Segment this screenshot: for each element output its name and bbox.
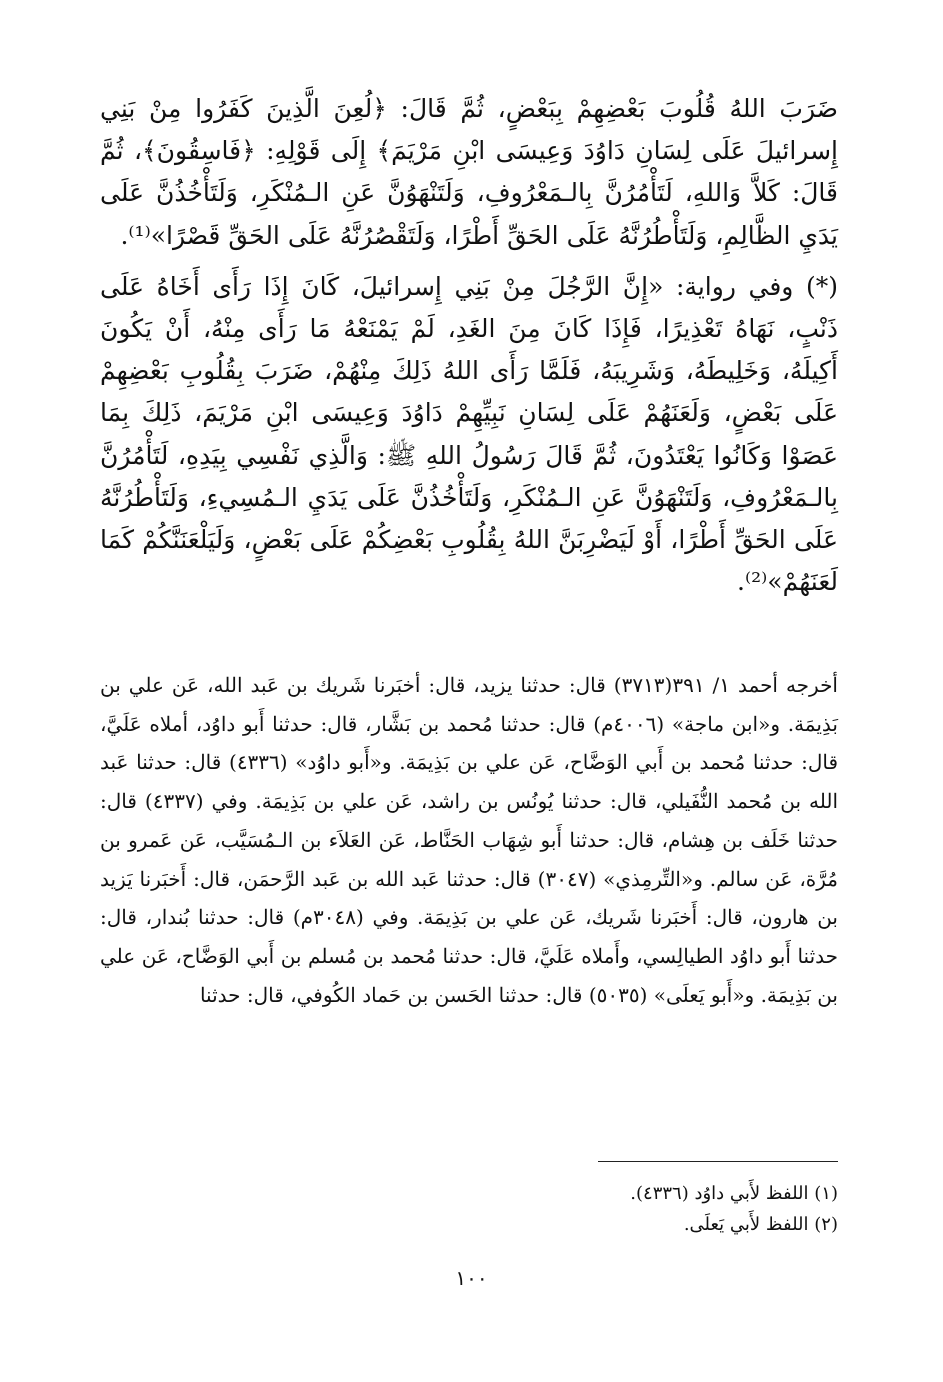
footnote-1: (١) اللفظ لأَبي داوُد (٤٣٣٦).: [630, 1183, 838, 1204]
hadith-text-block: [100, 88, 838, 603]
footnotes: [100, 1178, 838, 1240]
takhrij-paragraph: أخرجه أحمد ١/ ٣٩١(٣٧١٣) قال: حدثنا يزيد، قال: أخبَرنا شَريك بن عَبد الله، عَن علي بن بَذِيمَة. و«ابن ماجة» (٤٠٠٦م) قال: حدثنا مُحمد بن بَشَّار، قال: حدثنا أَبو داوُد، أملاه عَلَيَّ، قال: حدثنا مُحمد بن أَبي الوَضَّاح، عَن علي بن بَذِيمَة. و«أَبو داوُد» (٤٣٣٦) قال: حدثنا عَبد الله بن مُحمد النُّفَيلي، قال: حدثنا يُونُس بن راشد، عَن علي بن بَذِيمَة. وفي (٤٣٣٧) قال: حدثنا خَلَف بن هِشام، قال: حدثنا أَبو شِهَاب الحَنَّاط، عَن العَلاَء بن الـمُسَيَّب، عَن عَمرو بن مُرَّة، عَن سالم. و«التِّرمِذي» (٣٠٤٧) قال: حدثنا عَبد الله بن عَبد الرَّحمَن، قال: أَخبَرنا يَزيد بن هارون، قال: أَخبَرنا شَريك، عَن علي بن بَذِيمَة. وفي (٣٠٤٨م) قال: حدثنا بُندار، قال: حدثنا أَبو داوُد الطيالِسي، وأَملاه عَلَيَّ، قال: حدثنا مُحمد بن مُسلم بن أَبي الوَضَّاح، عَن علي بن بَذِيمَة. و«أَبو يَعلَى» (٥٠٣٥) قال: حدثنا الحَسن بن حَماد الكُوفي، قال: حدثنا: [100, 673, 839, 1007]
footnote-2: (٢) اللفظ لأَبي يَعلَى.: [683, 1214, 838, 1235]
footnote-divider: [598, 1161, 838, 1162]
hadith-paragraph-2: (*) وفي رواية: «إِنَّ الرَّجُلَ مِنْ بَنِي إِسرائيلَ، كَانَ إِذَا رَأَى أَخَاهُ عَلَى ذَنْبٍ، نَهَاهُ تَعْذِيرًا، فَإِذَا كَانَ مِنَ الغَدِ، لَمْ يَمْنَعْهُ مَا رَأَى مِنْهُ، أَنْ يَكُونَ أَكِيلَهُ، وَخَلِيطَهُ، وَشَرِيبَهُ، فَلَمَّا رَأَى اللهُ ذَلِكَ مِنْهُمْ، ضَرَبَ بِقُلُوبِ بَعْضِهِمْ عَلَى بَعْضٍ، وَلَعَنَهُمْ عَلَى لِسَانِ نَبِيِّهِمْ دَاوُدَ وَعِيسَى ابْنِ مَرْيَمَ، ذَلِكَ بِمَا عَصَوْا وَكَانُوا يَعْتَدُونَ، ثُمَّ قَالَ رَسُولُ اللهِ ﷺ: وَالَّذِي نَفْسِي بِيَدِهِ، لَتَأْمُرُنَّ بِالـمَعْرُوفِ، وَلَتَنْهَوُنَّ عَنِ الـمُنْكَرِ، وَلَتَأْخُذُنَّ عَلَى يَدَيِ الـمُسِيءِ، وَلَتَأْطُرُنَّهُ عَلَى الحَقِّ أَطْرًا، أَوْ لَيَضْرِبَنَّ اللهُ بِقُلُوبِ بَعْضِكُمْ عَلَى بَعْضٍ، وَلَيَلْعَنَنَّكُمْ كَمَا لَعَنَهُمْ»⁽²⁾.: [100, 271, 838, 597]
page-number: ١٠٠: [455, 1266, 488, 1290]
takhrij-block: [100, 666, 838, 1014]
hadith-paragraph-1: ضَرَبَ اللهُ قُلُوبَ بَعْضِهِمْ بِبَعْضٍ، ثُمَّ قَالَ: ﴿لُعِنَ الَّذِينَ كَفَرُوا مِنْ بَنِي إِسرائيلَ عَلَى لِسَانِ دَاوُدَ وَعِيسَى ابْنِ مَرْيَمَ﴾ إِلَى قَوْلِهِ: ﴿فَاسِقُونَ﴾، ثُمَّ قَالَ: كَلاَّ وَاللهِ، لَتَأْمُرُنَّ بِالـمَعْرُوفِ، وَلَتَنْهَوُنَّ عَنِ الـمُنْكَرِ، وَلَتَأْخُذُنَّ عَلَى يَدَيِ الظَّالِمِ، وَلَتَأْطُرُنَّهُ عَلَى الحَقِّ أَطْرًا، وَلَتَقْصُرُنَّهُ عَلَى الحَقِّ قَصْرًا»⁽¹⁾.: [100, 94, 838, 250]
